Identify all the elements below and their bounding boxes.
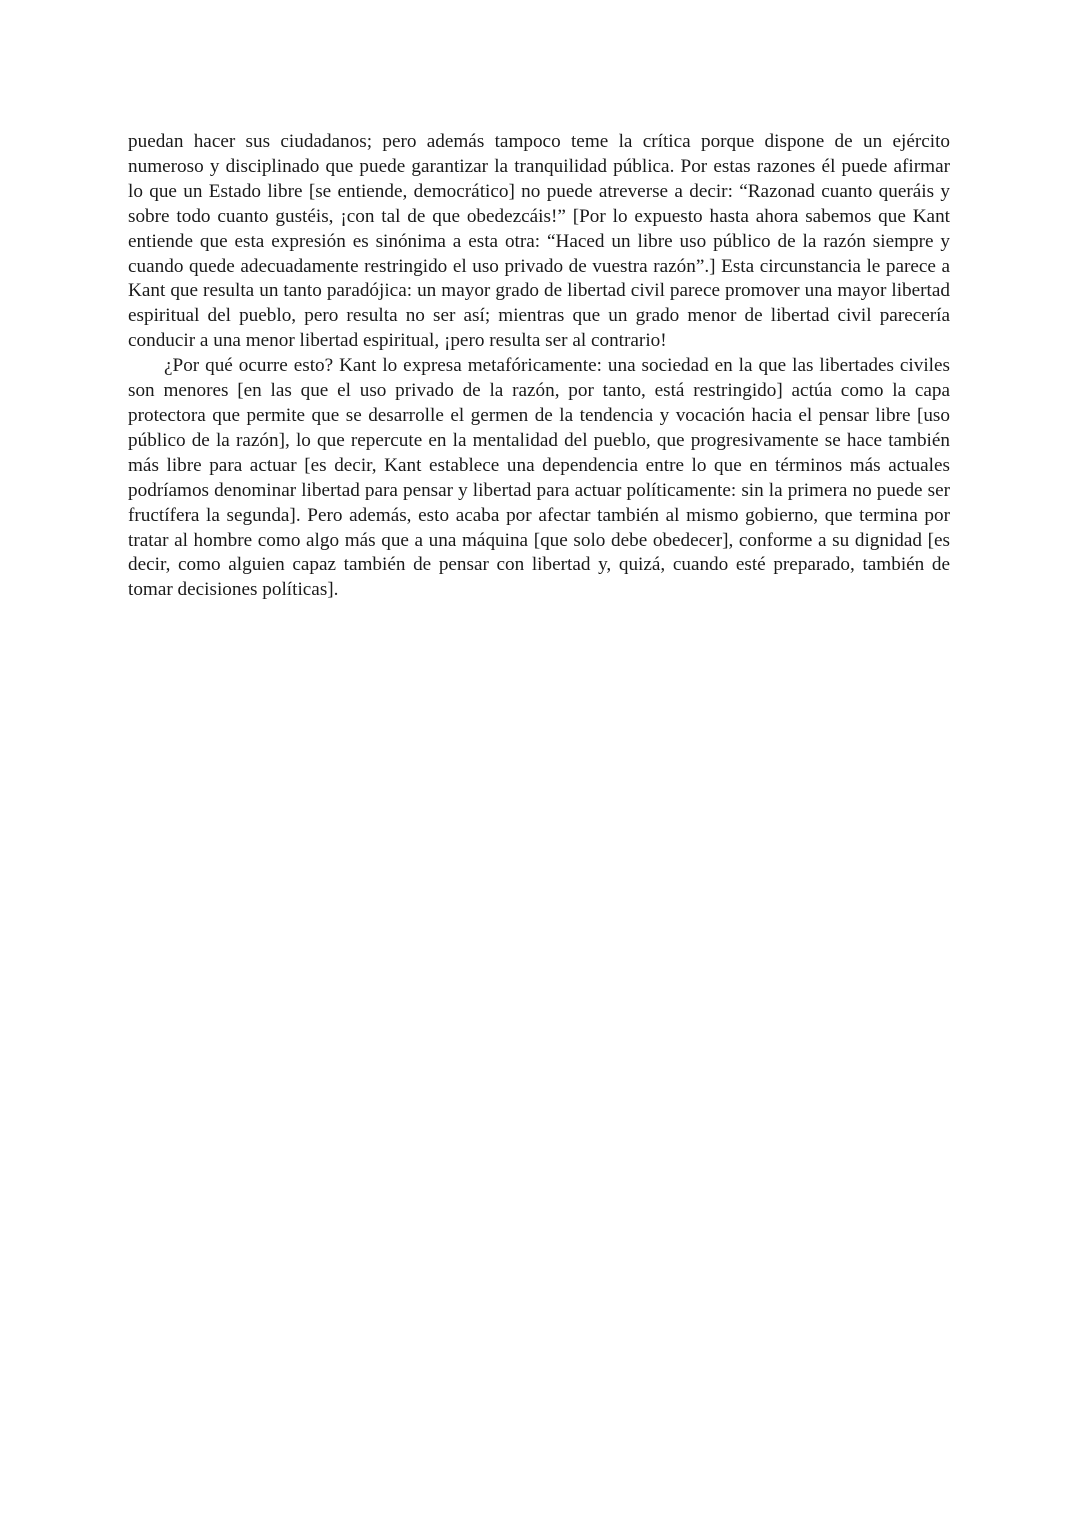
paragraph-kant-metaphor: ¿Por qué ocurre esto? Kant lo expresa metafóricamente: una sociedad en la que las libertades civiles son menores [en las que el uso privado de la razón, por tanto, está restringido] actúa como la capa protectora que permite que se desarrolle el germen de la tendencia y vocación hacia el pensar libre [uso público de la razón], lo que repercute en la mentalidad del pueblo, que progresivamente se hace también más libre para actuar [es decir, Kant establece una dependencia entre lo que en términos más actuales podríamos denominar libertad para pensar y libertad para actuar políticamente: sin la primera no puede ser fructífera la segunda]. Pero además, esto acaba por afectar también al mismo gobierno, que termina por tratar al hombre como algo más que a una máquina [que solo debe obedecer], conforme a su dignidad [es decir, como alguien capaz también de pensar con libertad y, quizá, cuando esté preparado, también de tomar decisiones políticas].	[128, 355, 950, 601]
document-page	[128, 130, 950, 603]
paragraph-continuation: puedan hacer sus ciudadanos; pero además tampoco teme la crítica porque dispone de un ejército numeroso y disciplinado que puede garantizar la tranquilidad pública. Por estas razones él puede afirmar lo que un Estado libre [se entiende, democrático] no puede atreverse a decir: “Razonad cuanto queráis y sobre todo cuanto gustéis, ¡con tal de que obedezcáis!” [Por lo expuesto hasta ahora sabemos que Kant entiende que esta expresión es sinónima a esta otra: “Haced un libre uso público de la razón siempre y cuando quede adecuadamente restringido el uso privado de vuestra razón”.] Esta circunstancia le parece a Kant que resulta un tanto paradójica: un mayor grado de libertad civil parece promover una mayor libertad espiritual del pueblo, pero resulta no ser así; mientras que un grado menor de libertad civil parecería conducir a una menor libertad espiritual, ¡pero resulta ser al contrario!	[128, 131, 950, 352]
